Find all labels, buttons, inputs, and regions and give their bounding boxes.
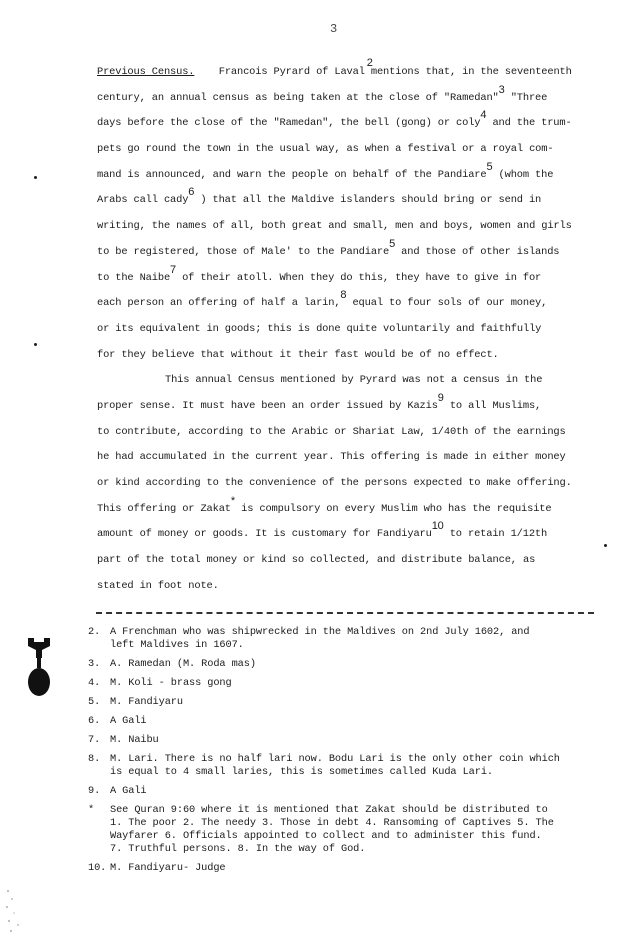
body-line: proper sense. It must have been an order issued by Kazis9 to all Muslims, bbox=[97, 391, 542, 412]
body-line: to contribute, according to the Arabic or Shariat Law, 1/40th of the earnings bbox=[97, 425, 566, 438]
body-line: This annual Census mentioned by Pyrard was not a census in the bbox=[165, 374, 543, 387]
footnote-item: 7. M. Naibu bbox=[88, 734, 159, 746]
body-line: pets go round the town in the usual way, as when a festival or a royal com- bbox=[97, 143, 554, 156]
page-number: 3 bbox=[330, 22, 338, 36]
body-line: Previous Census. 2 Francois Pyrard of Laval mentions that, in the seventeenth bbox=[97, 60, 597, 86]
footnote-item: 6. A Gali bbox=[88, 715, 147, 727]
margin-dot bbox=[34, 176, 37, 179]
footnote-ref: 7 bbox=[170, 263, 176, 276]
body-line: mand is announced, and warn the people on behalf of the Pandiare5 (whom the bbox=[97, 160, 554, 181]
footnote-ref: * bbox=[230, 494, 236, 507]
body-line: he had accumulated in the current year. This offering is made in either money bbox=[97, 451, 566, 464]
footnote-item: 4. M. Koli - brass gong bbox=[88, 677, 232, 689]
body-line: each person an offering of half a larin,8 equal to four sols of our money, bbox=[97, 289, 548, 310]
body-line: writing, the names of all, both great and small, men and boys, women and girls bbox=[97, 220, 572, 233]
body-line: or kind according to the convenience of the persons expected to make offering. bbox=[97, 477, 572, 489]
margin-dot bbox=[34, 343, 37, 346]
footnote-item: 10. M. Fandiyaru- Judge bbox=[88, 862, 226, 874]
footnote-ref: 10 bbox=[431, 520, 444, 533]
seal-icon bbox=[24, 636, 54, 698]
footnote-divider bbox=[96, 612, 594, 614]
footnote-item: 9. A Gali bbox=[88, 785, 147, 797]
body-line: stated in foot note. bbox=[97, 579, 219, 592]
footnote-ref: 8 bbox=[340, 289, 347, 302]
body-line: days before the close of the "Ramedan", the bell (gong) or coly4 and the trum- bbox=[97, 109, 572, 130]
footnote-item: 8. M. Lari. There is no half lari now. Bodu Lari is the only other coin which is equal to 4 small laries, this is sometimes called Kuda Lari. bbox=[88, 753, 560, 778]
body-line: This offering or Zakat* is compulsory on every Muslim who has the requisite bbox=[97, 494, 552, 515]
footnote-item: * See Quran 9:60 where it is mentioned that Zakat should be distributed to 1. The poor 2. The needy 3. Those in debt 4. Ransoming of Captives 5. The Wayfarer 6. Officials appointed to collect and to administer this fund. 7. Truthful persons. 8. In the way of God. bbox=[88, 804, 554, 855]
body-line: Arabs call cady6 ) that all the Maldive islanders should bring or send in bbox=[97, 186, 542, 207]
footnote-ref: 5 bbox=[486, 160, 493, 173]
body-text bbox=[97, 57, 597, 599]
footnote-ref: 6 bbox=[188, 186, 195, 199]
body-line: part of the total money or kind so collected, and distribute balance, as bbox=[97, 554, 536, 567]
footnote-item: 5. M. Fandiyaru bbox=[88, 696, 183, 708]
body-line: or its equivalent in goods; this is done quite voluntarily and faithfully bbox=[97, 322, 542, 335]
margin-dot bbox=[604, 544, 607, 547]
body-line: for they believe that without it their fast would be of no effect. bbox=[97, 348, 499, 361]
scan-speckle bbox=[4, 885, 44, 935]
footnotes bbox=[88, 626, 598, 881]
footnote-ref: 4 bbox=[480, 109, 487, 122]
footnote-item: 3. A. Ramedan (M. Roda mas) bbox=[88, 658, 256, 670]
footnote-item: 2. A Frenchman who was shipwrecked in the Maldives on 2nd July 1602, and left Maldives in 1607. bbox=[88, 626, 530, 651]
body-line: amount of money or goods. It is customary for Fandiyaru10 to retain 1/12th bbox=[97, 520, 548, 541]
footnote-ref: 3 bbox=[498, 83, 505, 96]
body-line: to the Naibe7 of their atoll. When they do this, they have to give in for bbox=[97, 263, 542, 284]
body-line: to be registered, those of Male' to the Pandiare5 and those of other islands bbox=[97, 237, 560, 258]
footnote-anchor: 2 Francois Pyrard of Laval bbox=[219, 60, 365, 86]
footnote-ref: 5 bbox=[389, 237, 396, 250]
section-heading: Previous Census. bbox=[97, 66, 195, 78]
footnote-ref: 2 bbox=[366, 57, 373, 69]
footnote-ref: 9 bbox=[437, 391, 444, 404]
body-line: century, an annual census as being taken at the close of "Ramedan"3 "Three bbox=[97, 83, 548, 104]
